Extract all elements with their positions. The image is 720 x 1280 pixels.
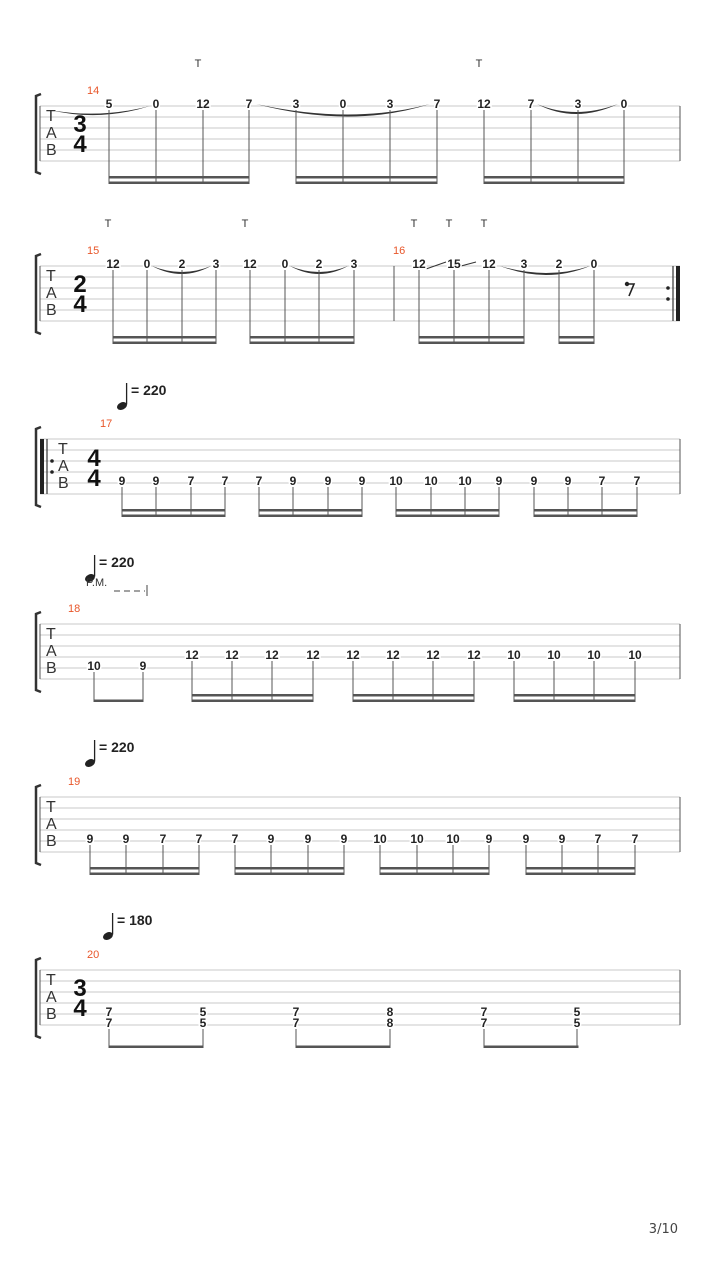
fret-number: 12 [185,648,199,662]
tab-clef-b: B [46,1006,57,1023]
tab-clef-b: B [46,302,57,319]
fret-number: 7 [292,1005,300,1019]
palm-mute-marking [86,577,147,596]
repeat-dot [50,459,54,463]
fret-number: 12 [306,648,320,662]
fret-number: 10 [410,832,424,846]
fret-number: 12 [346,648,360,662]
fret-number: 12 [225,648,239,662]
quarter-note-icon [84,740,96,768]
fret-number: 9 [522,832,530,846]
fret-number: 9 [267,832,275,846]
note-stems [90,845,635,875]
fret-number: 9 [304,832,312,846]
fret-number: 12 [467,648,481,662]
fret-number: 12 [386,648,400,662]
fret-number: 12 [477,97,491,111]
fret-number: 10 [587,648,601,662]
fret-number: 10 [389,474,403,488]
fret-number: 10 [373,832,387,846]
fret-number: 7 [480,1005,488,1019]
fret-number: 9 [122,832,130,846]
fret-number: 7 [633,474,641,488]
fret-number: 9 [485,832,493,846]
time-signature-bottom: 4 [73,291,87,318]
fret-number: 5 [199,1005,207,1019]
tapping-mark: T [480,218,488,230]
repeat-dot [666,297,670,301]
tempo-value: = 220 [99,739,135,755]
fret-number: 10 [547,648,561,662]
fret-numbers [119,474,641,488]
system-6 [36,912,680,1048]
tab-clef-a: A [46,989,57,1006]
beams [109,176,625,184]
repeat-dot [666,286,670,290]
repeat-start-thick-barline [40,439,44,494]
fret-number: 7 [433,97,441,111]
fret-number: 9 [340,832,348,846]
tab-clef-b: B [58,475,69,492]
fret-number: 9 [564,474,572,488]
fret-number: 9 [289,474,297,488]
note-stems [113,270,594,344]
staff-lines [40,797,680,852]
fret-number: 9 [358,474,366,488]
fret-number: 7 [221,474,229,488]
system-1 [36,58,680,184]
fret-number: 10 [446,832,460,846]
tab-clef-t: T [46,972,56,989]
bar-number: 14 [87,85,100,97]
fret-number: 10 [507,648,521,662]
tab-clef-t: T [46,268,56,285]
fret-number: 7 [195,832,203,846]
time-signature-top: 2 [73,271,87,298]
fret-number: 12 [412,257,426,271]
fret-number: 7 [594,832,602,846]
tapping-mark: T [410,218,418,230]
fret-number: 0 [339,97,347,111]
time-signature-top: 4 [87,445,101,472]
tapping-mark: T [241,218,249,230]
fret-number: 3 [574,97,582,111]
fret-number: 3 [386,97,394,111]
quarter-note-icon [116,383,128,411]
system-4 [36,554,680,702]
tempo-marking [116,382,167,411]
fret-number: 7 [255,474,263,488]
fret-number: 7 [231,832,239,846]
fret-number: 12 [243,257,257,271]
tapping-mark: T [104,218,112,230]
fret-number: 10 [424,474,438,488]
beams [90,867,636,875]
fret-number: 3 [520,257,528,271]
tempo-marking [84,739,135,768]
fret-number: 10 [458,474,472,488]
fret-number: 7 [159,832,167,846]
fret-number: 0 [620,97,628,111]
bar-number: 15 [87,245,100,257]
tapping-mark: T [445,218,453,230]
fret-number: 12 [265,648,279,662]
system-2 [36,218,680,344]
fret-number: 10 [628,648,642,662]
note-stems [109,110,624,184]
fret-number: 10 [87,659,101,673]
tempo-marking [102,912,153,941]
system-3 [36,382,680,517]
eighth-rest [625,282,634,296]
fret-number: 12 [482,257,496,271]
fret-number: 2 [178,257,186,271]
fret-number: 9 [152,474,160,488]
note-stems [109,1029,577,1048]
fret-number: 3 [350,257,358,271]
fret-number: 7 [187,474,195,488]
fret-number: 9 [530,474,538,488]
beams [122,509,638,517]
fret-numbers [87,648,642,673]
fret-number: 5 [105,97,113,111]
tab-clef-t: T [46,799,56,816]
bar-number: 19 [68,776,81,788]
system-5 [36,739,680,875]
fret-number: 0 [152,97,160,111]
fret-number: 12 [196,97,210,111]
tab-clef-a: A [46,125,57,142]
repeat-end-thick-barline [676,266,680,321]
staff-lines [40,624,680,679]
staff-lines [40,970,680,1025]
fret-number: 8 [386,1016,394,1030]
tab-clef-b: B [46,833,57,850]
quarter-note-icon [102,913,114,941]
fret-number: 8 [386,1005,394,1019]
tapping-mark: T [194,58,202,70]
fret-number: 12 [106,257,120,271]
time-signature-top: 3 [73,111,87,138]
bar-number: 18 [68,603,81,615]
time-signature-bottom: 4 [73,995,87,1022]
fret-number: 3 [292,97,300,111]
fret-number: 7 [598,474,606,488]
fret-number: 9 [139,659,147,673]
tempo-value: = 220 [99,554,135,570]
tab-clef-t: T [58,441,68,458]
fret-number: 9 [558,832,566,846]
fret-number: 7 [527,97,535,111]
bar-number: 16 [393,245,406,257]
fret-number: 9 [86,832,94,846]
fret-number: 7 [480,1016,488,1030]
staff-lines [40,106,680,161]
fret-number: 7 [245,97,253,111]
fret-number: 5 [199,1016,207,1030]
fret-number: 5 [573,1005,581,1019]
staff-lines [40,266,680,321]
tab-clef-t: T [46,108,56,125]
fret-number: 9 [118,474,126,488]
fret-number: 5 [573,1016,581,1030]
time-signature-top: 3 [73,975,87,1002]
fret-number: 12 [426,648,440,662]
fret-number: 0 [143,257,151,271]
tab-clef-b: B [46,660,57,677]
fret-numbers [87,832,639,846]
fret-number: 2 [555,257,563,271]
time-signature-bottom: 4 [87,465,101,492]
fret-numbers [106,1005,581,1030]
fret-number: 7 [631,832,639,846]
fret-numbers [106,257,597,271]
fret-number: 7 [292,1016,300,1030]
fret-number: 7 [105,1005,113,1019]
fret-number: 9 [495,474,503,488]
tab-clef-t: T [46,626,56,643]
fret-number: 9 [324,474,332,488]
fret-number: 0 [590,257,598,271]
tapping-mark: T [475,58,483,70]
note-stems [122,487,637,517]
tempo-value: = 220 [131,382,167,398]
tab-clef-a: A [58,458,69,475]
fret-number: 15 [447,257,461,271]
tab-clef-a: A [46,285,57,302]
beams [109,1046,579,1049]
repeat-dot [50,470,54,474]
tempo-value: = 180 [117,912,153,928]
fret-number: 2 [315,257,323,271]
tab-clef-b: B [46,142,57,159]
bar-number: 20 [87,949,100,961]
fret-number: 0 [281,257,289,271]
fret-number: 7 [105,1016,113,1030]
page-number: 3/10 [648,1222,678,1237]
tab-clef-a: A [46,643,57,660]
time-signature-bottom: 4 [73,131,87,158]
fret-number: 3 [212,257,220,271]
palm-mute-label: P.M. [86,577,108,589]
tab-clef-a: A [46,816,57,833]
bar-number: 17 [100,418,113,430]
